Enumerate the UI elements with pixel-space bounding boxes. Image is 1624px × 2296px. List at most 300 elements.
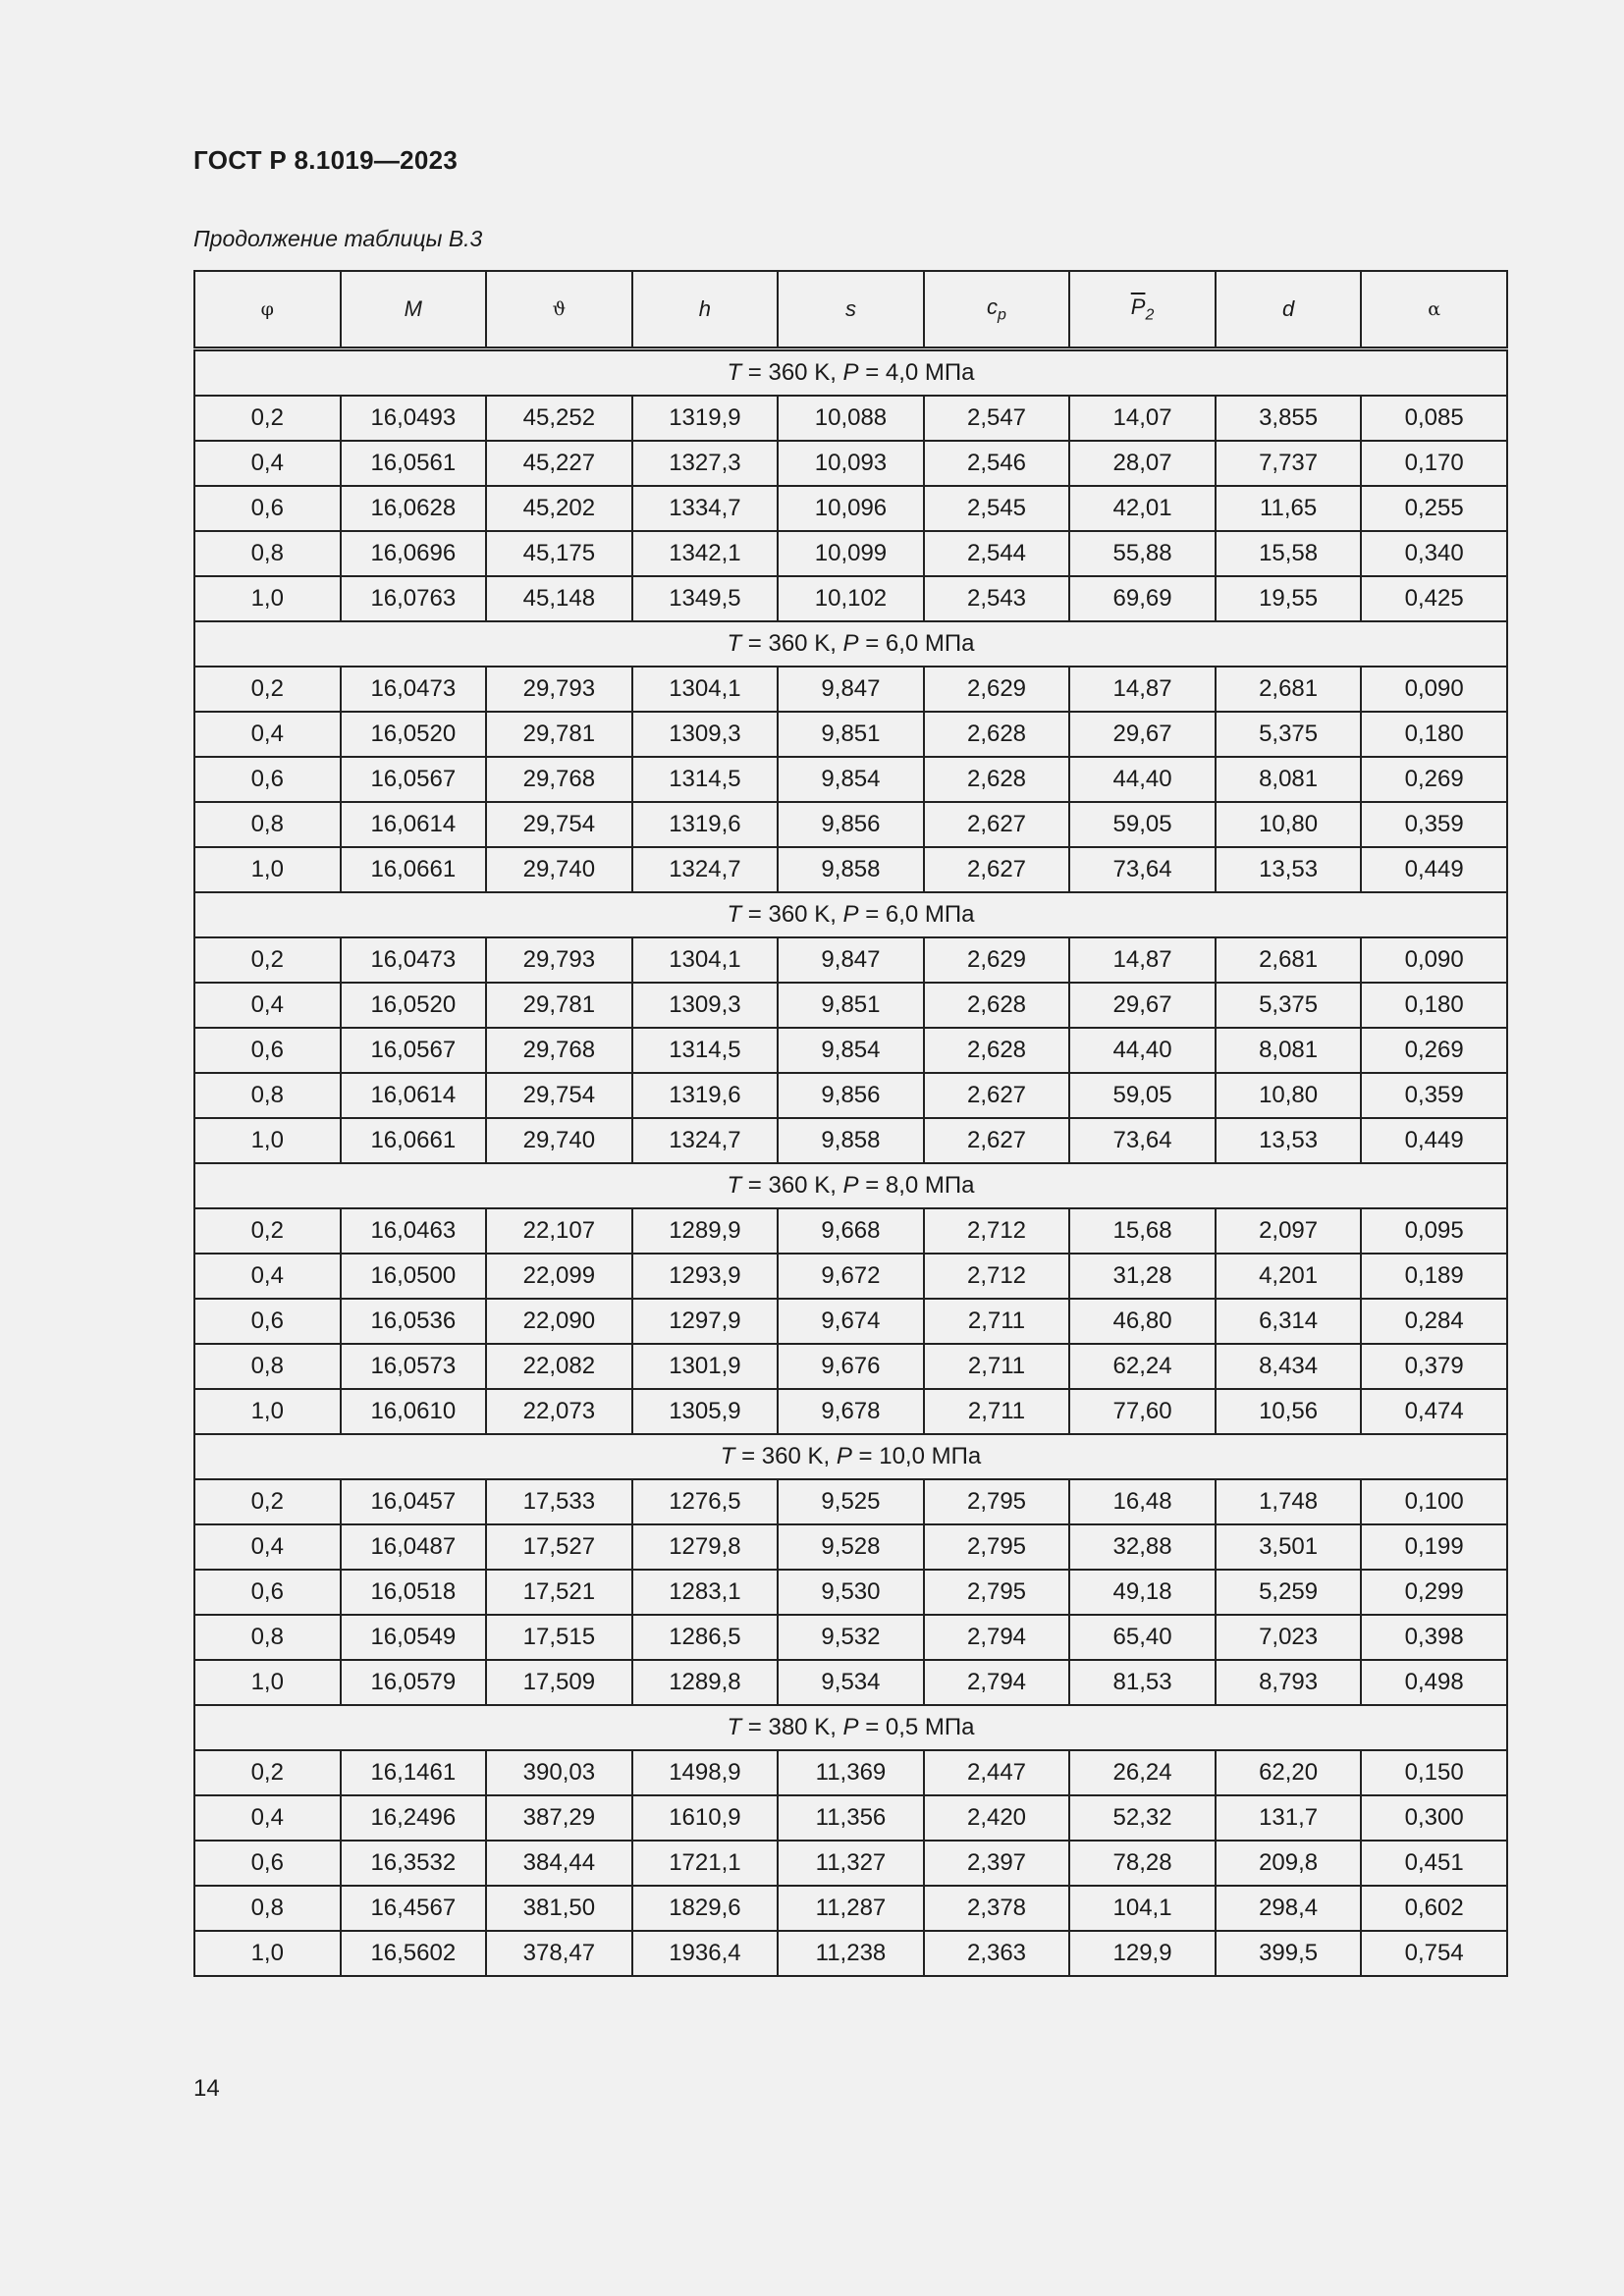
table-cell: 2,544 xyxy=(924,531,1070,576)
table-cell: 0,6 xyxy=(194,1299,341,1344)
table-cell: 2,547 xyxy=(924,396,1070,441)
table-row xyxy=(194,1660,1507,1705)
table-cell: 0,8 xyxy=(194,531,341,576)
table-cell: 0,6 xyxy=(194,757,341,802)
table-cell: 2,627 xyxy=(924,1118,1070,1163)
table-cell: 65,40 xyxy=(1069,1615,1216,1660)
table-cell: 13,53 xyxy=(1216,1118,1362,1163)
table-row xyxy=(194,1570,1507,1615)
table-cell: 11,369 xyxy=(778,1750,924,1795)
table-cell: 0,269 xyxy=(1361,757,1507,802)
table-cell: 4,201 xyxy=(1216,1254,1362,1299)
table-cell: 29,754 xyxy=(486,1073,632,1118)
table-row xyxy=(194,937,1507,983)
table-cell: 1289,9 xyxy=(632,1208,779,1254)
table-cell: 1286,5 xyxy=(632,1615,779,1660)
table-cell: 9,856 xyxy=(778,1073,924,1118)
table-cell: 0,4 xyxy=(194,441,341,486)
table-cell: 10,102 xyxy=(778,576,924,621)
group-condition: T = 360 K, P = 8,0 МПа xyxy=(194,1163,1507,1208)
group-header-row xyxy=(194,349,1507,397)
table-cell: 2,681 xyxy=(1216,667,1362,712)
table-cell: 2,543 xyxy=(924,576,1070,621)
table-cell: 1324,7 xyxy=(632,847,779,892)
table-cell: 16,0463 xyxy=(341,1208,487,1254)
column-header-s: s xyxy=(778,271,924,349)
table-cell: 16,1461 xyxy=(341,1750,487,1795)
column-header-h: h xyxy=(632,271,779,349)
table-cell: 7,737 xyxy=(1216,441,1362,486)
table-cell: 45,148 xyxy=(486,576,632,621)
table-cell: 29,67 xyxy=(1069,983,1216,1028)
table-cell: 7,023 xyxy=(1216,1615,1362,1660)
table-cell: 1293,9 xyxy=(632,1254,779,1299)
table-row xyxy=(194,396,1507,441)
table-cell: 16,0628 xyxy=(341,486,487,531)
table-cell: 29,768 xyxy=(486,757,632,802)
table-cell: 46,80 xyxy=(1069,1299,1216,1344)
group-condition: T = 360 K, P = 6,0 МПа xyxy=(194,621,1507,667)
table-cell: 8,081 xyxy=(1216,1028,1362,1073)
table-cell: 2,627 xyxy=(924,1073,1070,1118)
table-cell: 22,107 xyxy=(486,1208,632,1254)
table-cell: 0,8 xyxy=(194,1344,341,1389)
table-cell: 0,180 xyxy=(1361,983,1507,1028)
table-cell: 8,793 xyxy=(1216,1660,1362,1705)
table-cell: 9,678 xyxy=(778,1389,924,1434)
table-cell: 44,40 xyxy=(1069,757,1216,802)
table-cell: 1,0 xyxy=(194,1389,341,1434)
table-cell: 29,781 xyxy=(486,983,632,1028)
table-cell: 378,47 xyxy=(486,1931,632,1976)
table-cell: 2,629 xyxy=(924,937,1070,983)
table-cell: 17,533 xyxy=(486,1479,632,1524)
table-cell: 1,0 xyxy=(194,1118,341,1163)
table-cell: 29,793 xyxy=(486,667,632,712)
table-cell: 1319,6 xyxy=(632,1073,779,1118)
table-cell: 11,238 xyxy=(778,1931,924,1976)
page-number: 14 xyxy=(193,2075,220,2102)
table-cell: 16,5602 xyxy=(341,1931,487,1976)
table-cell: 1314,5 xyxy=(632,1028,779,1073)
table-cell: 0,8 xyxy=(194,1073,341,1118)
table-cell: 16,0473 xyxy=(341,937,487,983)
table-cell: 1610,9 xyxy=(632,1795,779,1841)
table-cell: 16,0696 xyxy=(341,531,487,576)
group-header-row xyxy=(194,1434,1507,1479)
table-cell: 29,793 xyxy=(486,937,632,983)
table-cell: 17,527 xyxy=(486,1524,632,1570)
table-row xyxy=(194,1389,1507,1434)
table-cell: 5,375 xyxy=(1216,983,1362,1028)
table-cell: 16,0579 xyxy=(341,1660,487,1705)
table-cell: 129,9 xyxy=(1069,1931,1216,1976)
table-cell: 9,858 xyxy=(778,847,924,892)
table-cell: 10,80 xyxy=(1216,1073,1362,1118)
table-cell: 2,628 xyxy=(924,712,1070,757)
table-cell: 14,87 xyxy=(1069,667,1216,712)
table-cell: 10,088 xyxy=(778,396,924,441)
table-row xyxy=(194,1524,1507,1570)
table-cell: 2,681 xyxy=(1216,937,1362,983)
table-cell: 22,090 xyxy=(486,1299,632,1344)
table-cell: 1305,9 xyxy=(632,1389,779,1434)
table-cell: 29,768 xyxy=(486,1028,632,1073)
table-cell: 2,363 xyxy=(924,1931,1070,1976)
table-cell: 1276,5 xyxy=(632,1479,779,1524)
table-cell: 22,082 xyxy=(486,1344,632,1389)
table-cell: 16,0518 xyxy=(341,1570,487,1615)
table-cell: 16,0549 xyxy=(341,1615,487,1660)
table-cell: 381,50 xyxy=(486,1886,632,1931)
table-cell: 2,397 xyxy=(924,1841,1070,1886)
table-cell: 9,672 xyxy=(778,1254,924,1299)
table-body xyxy=(194,349,1507,1977)
table-cell: 9,854 xyxy=(778,757,924,802)
column-header-cp: $c_p$ xyxy=(924,271,1070,349)
table-cell: 8,434 xyxy=(1216,1344,1362,1389)
table-cell: 0,199 xyxy=(1361,1524,1507,1570)
table-cell: 2,627 xyxy=(924,802,1070,847)
group-condition: T = 380 K, P = 0,5 МПа xyxy=(194,1705,1507,1750)
table-cell: 8,081 xyxy=(1216,757,1362,802)
table-cell: 2,712 xyxy=(924,1254,1070,1299)
table-cell: 16,0567 xyxy=(341,1028,487,1073)
table-cell: 0,2 xyxy=(194,1479,341,1524)
table-cell: 2,711 xyxy=(924,1299,1070,1344)
table-cell: 9,851 xyxy=(778,712,924,757)
table-row xyxy=(194,531,1507,576)
table-cell: 45,202 xyxy=(486,486,632,531)
table-cell: 29,754 xyxy=(486,802,632,847)
table-cell: 13,53 xyxy=(1216,847,1362,892)
table-cell: 3,855 xyxy=(1216,396,1362,441)
document-code: ГОСТ Р 8.1019—2023 xyxy=(193,145,459,175)
table-cell: 16,0661 xyxy=(341,847,487,892)
table-cell: 9,528 xyxy=(778,1524,924,1570)
table-cell: 5,375 xyxy=(1216,712,1362,757)
table-cell: 2,627 xyxy=(924,847,1070,892)
table-cell: 9,858 xyxy=(778,1118,924,1163)
table-cell: 11,65 xyxy=(1216,486,1362,531)
table-cell: 0,498 xyxy=(1361,1660,1507,1705)
column-header-m: M xyxy=(341,271,487,349)
table-cell: 17,509 xyxy=(486,1660,632,1705)
table-cell: 9,856 xyxy=(778,802,924,847)
table-row xyxy=(194,486,1507,531)
table-cell: 0,449 xyxy=(1361,1118,1507,1163)
table-cell: 28,07 xyxy=(1069,441,1216,486)
table-cell: 31,28 xyxy=(1069,1254,1216,1299)
table-cell: 77,60 xyxy=(1069,1389,1216,1434)
table-cell: 9,668 xyxy=(778,1208,924,1254)
table-cell: 16,0661 xyxy=(341,1118,487,1163)
table-cell: 16,0567 xyxy=(341,757,487,802)
table-cell: 9,676 xyxy=(778,1344,924,1389)
table-cell: 5,259 xyxy=(1216,1570,1362,1615)
table-row xyxy=(194,1750,1507,1795)
table-cell: 81,53 xyxy=(1069,1660,1216,1705)
table-cell: 45,175 xyxy=(486,531,632,576)
table-row xyxy=(194,1073,1507,1118)
table-row xyxy=(194,712,1507,757)
table-cell: 2,628 xyxy=(924,757,1070,802)
table-row xyxy=(194,757,1507,802)
table-cell: 209,8 xyxy=(1216,1841,1362,1886)
table-cell: 1936,4 xyxy=(632,1931,779,1976)
group-condition: T = 360 K, P = 4,0 МПа xyxy=(194,349,1507,397)
table-cell: 6,314 xyxy=(1216,1299,1362,1344)
table-cell: 2,794 xyxy=(924,1615,1070,1660)
table-row xyxy=(194,847,1507,892)
column-header-p2: $\overline{P}_2$ xyxy=(1069,271,1216,349)
table-caption: Продолжение таблицы В.3 xyxy=(193,226,483,251)
table-cell: 387,29 xyxy=(486,1795,632,1841)
table-cell: 59,05 xyxy=(1069,802,1216,847)
table-cell: 1301,9 xyxy=(632,1344,779,1389)
table-cell: 17,515 xyxy=(486,1615,632,1660)
table-cell: 9,674 xyxy=(778,1299,924,1344)
table-cell: 0,6 xyxy=(194,1570,341,1615)
table-cell: 1334,7 xyxy=(632,486,779,531)
table-cell: 0,359 xyxy=(1361,1073,1507,1118)
column-header-theta: ϑ xyxy=(486,271,632,349)
table-cell: 0,2 xyxy=(194,937,341,983)
table-row xyxy=(194,1841,1507,1886)
table-cell: 9,530 xyxy=(778,1570,924,1615)
table-cell: 1289,8 xyxy=(632,1660,779,1705)
table-cell: 10,096 xyxy=(778,486,924,531)
table-cell: 131,7 xyxy=(1216,1795,1362,1841)
table-cell: 73,64 xyxy=(1069,847,1216,892)
group-condition: T = 360 K, P = 6,0 МПа xyxy=(194,892,1507,937)
table-cell: 384,44 xyxy=(486,1841,632,1886)
table-cell: 0,189 xyxy=(1361,1254,1507,1299)
table-cell: 1342,1 xyxy=(632,531,779,576)
table-cell: 1319,9 xyxy=(632,396,779,441)
group-header-row xyxy=(194,892,1507,937)
table-cell: 2,711 xyxy=(924,1389,1070,1434)
table-cell: 73,64 xyxy=(1069,1118,1216,1163)
table-cell: 9,847 xyxy=(778,667,924,712)
table-cell: 0,300 xyxy=(1361,1795,1507,1841)
table-row xyxy=(194,1254,1507,1299)
table-cell: 0,6 xyxy=(194,1841,341,1886)
table-cell: 2,711 xyxy=(924,1344,1070,1389)
table-cell: 16,0473 xyxy=(341,667,487,712)
table-cell: 2,628 xyxy=(924,1028,1070,1073)
table-cell: 9,847 xyxy=(778,937,924,983)
table-cell: 3,501 xyxy=(1216,1524,1362,1570)
table-cell: 2,629 xyxy=(924,667,1070,712)
group-header-row xyxy=(194,1705,1507,1750)
table-cell: 1327,3 xyxy=(632,441,779,486)
table-cell: 2,795 xyxy=(924,1479,1070,1524)
table-cell: 16,0457 xyxy=(341,1479,487,1524)
table-cell: 16,0493 xyxy=(341,396,487,441)
table-cell: 16,48 xyxy=(1069,1479,1216,1524)
column-header-d: d xyxy=(1216,271,1362,349)
table-cell: 104,1 xyxy=(1069,1886,1216,1931)
table-cell: 1297,9 xyxy=(632,1299,779,1344)
table-cell: 0,100 xyxy=(1361,1479,1507,1524)
table-cell: 0,398 xyxy=(1361,1615,1507,1660)
table-cell: 0,8 xyxy=(194,802,341,847)
table-cell: 2,794 xyxy=(924,1660,1070,1705)
table-cell: 1309,3 xyxy=(632,983,779,1028)
table-cell: 0,6 xyxy=(194,1028,341,1073)
table-cell: 16,3532 xyxy=(341,1841,487,1886)
table-cell: 390,03 xyxy=(486,1750,632,1795)
table-cell: 32,88 xyxy=(1069,1524,1216,1570)
table-cell: 0,180 xyxy=(1361,712,1507,757)
table-cell: 0,449 xyxy=(1361,847,1507,892)
table-cell: 399,5 xyxy=(1216,1931,1362,1976)
table-cell: 0,359 xyxy=(1361,802,1507,847)
table-cell: 26,24 xyxy=(1069,1750,1216,1795)
table-cell: 2,628 xyxy=(924,983,1070,1028)
table-cell: 0,474 xyxy=(1361,1389,1507,1434)
table-cell: 0,425 xyxy=(1361,576,1507,621)
table-cell: 2,097 xyxy=(1216,1208,1362,1254)
table-cell: 1,748 xyxy=(1216,1479,1362,1524)
table-cell: 2,545 xyxy=(924,486,1070,531)
table-cell: 10,56 xyxy=(1216,1389,1362,1434)
table-cell: 62,20 xyxy=(1216,1750,1362,1795)
table-cell: 16,0561 xyxy=(341,441,487,486)
table-cell: 0,2 xyxy=(194,396,341,441)
table-cell: 17,521 xyxy=(486,1570,632,1615)
table-cell: 2,420 xyxy=(924,1795,1070,1841)
table-cell: 62,24 xyxy=(1069,1344,1216,1389)
table-cell: 0,085 xyxy=(1361,396,1507,441)
table-cell: 1324,7 xyxy=(632,1118,779,1163)
table-cell: 16,0614 xyxy=(341,802,487,847)
table-cell: 10,099 xyxy=(778,531,924,576)
table-cell: 1,0 xyxy=(194,1931,341,1976)
table-cell: 16,0573 xyxy=(341,1344,487,1389)
table-cell: 0,4 xyxy=(194,1524,341,1570)
table-cell: 16,0610 xyxy=(341,1389,487,1434)
column-header-phi: φ xyxy=(194,271,341,349)
table-cell: 2,795 xyxy=(924,1570,1070,1615)
table-cell: 0,340 xyxy=(1361,531,1507,576)
table-cell: 0,4 xyxy=(194,1254,341,1299)
table-cell: 19,55 xyxy=(1216,576,1362,621)
table-cell: 16,0536 xyxy=(341,1299,487,1344)
table-cell: 0,284 xyxy=(1361,1299,1507,1344)
table-cell: 1,0 xyxy=(194,1660,341,1705)
table-cell: 1,0 xyxy=(194,847,341,892)
table-row xyxy=(194,576,1507,621)
table-cell: 29,740 xyxy=(486,1118,632,1163)
table-cell: 16,2496 xyxy=(341,1795,487,1841)
table-cell: 1279,8 xyxy=(632,1524,779,1570)
table-cell: 0,299 xyxy=(1361,1570,1507,1615)
table-cell: 0,6 xyxy=(194,486,341,531)
table-cell: 29,67 xyxy=(1069,712,1216,757)
table-cell: 78,28 xyxy=(1069,1841,1216,1886)
table-cell: 16,0487 xyxy=(341,1524,487,1570)
table-cell: 22,073 xyxy=(486,1389,632,1434)
table-cell: 15,68 xyxy=(1069,1208,1216,1254)
table-cell: 1304,1 xyxy=(632,937,779,983)
table-cell: 0,8 xyxy=(194,1615,341,1660)
table-row xyxy=(194,802,1507,847)
table-cell: 9,851 xyxy=(778,983,924,1028)
table-cell: 1309,3 xyxy=(632,712,779,757)
table-cell: 0,451 xyxy=(1361,1841,1507,1886)
table-row xyxy=(194,1299,1507,1344)
table-cell: 0,090 xyxy=(1361,667,1507,712)
table-row xyxy=(194,1886,1507,1931)
table-cell: 0,602 xyxy=(1361,1886,1507,1931)
table-row xyxy=(194,983,1507,1028)
table-cell: 298,4 xyxy=(1216,1886,1362,1931)
table-cell: 0,269 xyxy=(1361,1028,1507,1073)
table-row xyxy=(194,1479,1507,1524)
table-header-row xyxy=(194,271,1507,349)
table-cell: 59,05 xyxy=(1069,1073,1216,1118)
table-cell: 2,712 xyxy=(924,1208,1070,1254)
table-cell: 44,40 xyxy=(1069,1028,1216,1073)
table-cell: 0,4 xyxy=(194,1795,341,1841)
group-header-row xyxy=(194,1163,1507,1208)
table-cell: 1304,1 xyxy=(632,667,779,712)
table-cell: 11,287 xyxy=(778,1886,924,1931)
table-cell: 29,781 xyxy=(486,712,632,757)
table-cell: 1349,5 xyxy=(632,576,779,621)
table-cell: 0,170 xyxy=(1361,441,1507,486)
table-cell: 2,447 xyxy=(924,1750,1070,1795)
table-cell: 0,2 xyxy=(194,1208,341,1254)
table-cell: 0,090 xyxy=(1361,937,1507,983)
table-cell: 14,87 xyxy=(1069,937,1216,983)
table-row xyxy=(194,1208,1507,1254)
table-cell: 16,0520 xyxy=(341,983,487,1028)
table-cell: 45,227 xyxy=(486,441,632,486)
table-cell: 0,2 xyxy=(194,1750,341,1795)
table-cell: 14,07 xyxy=(1069,396,1216,441)
table-cell: 2,546 xyxy=(924,441,1070,486)
table-cell: 16,0614 xyxy=(341,1073,487,1118)
table-cell: 0,754 xyxy=(1361,1931,1507,1976)
table-cell: 1283,1 xyxy=(632,1570,779,1615)
column-header-alpha: α xyxy=(1361,271,1507,349)
table-row xyxy=(194,1344,1507,1389)
table-cell: 16,0500 xyxy=(341,1254,487,1299)
table-cell: 9,532 xyxy=(778,1615,924,1660)
table-cell: 0,255 xyxy=(1361,486,1507,531)
table-cell: 22,099 xyxy=(486,1254,632,1299)
table-cell: 15,58 xyxy=(1216,531,1362,576)
table-cell: 1314,5 xyxy=(632,757,779,802)
table-cell: 0,379 xyxy=(1361,1344,1507,1389)
table-cell: 9,534 xyxy=(778,1660,924,1705)
table-row xyxy=(194,1118,1507,1163)
table-cell: 1,0 xyxy=(194,576,341,621)
group-header-row xyxy=(194,621,1507,667)
data-table xyxy=(193,270,1508,1977)
table-cell: 0,8 xyxy=(194,1886,341,1931)
group-condition: T = 360 K, P = 10,0 МПа xyxy=(194,1434,1507,1479)
table-cell: 1319,6 xyxy=(632,802,779,847)
table-cell: 10,80 xyxy=(1216,802,1362,847)
table-cell: 69,69 xyxy=(1069,576,1216,621)
table-cell: 10,093 xyxy=(778,441,924,486)
table-cell: 16,0763 xyxy=(341,576,487,621)
table-row xyxy=(194,1931,1507,1976)
